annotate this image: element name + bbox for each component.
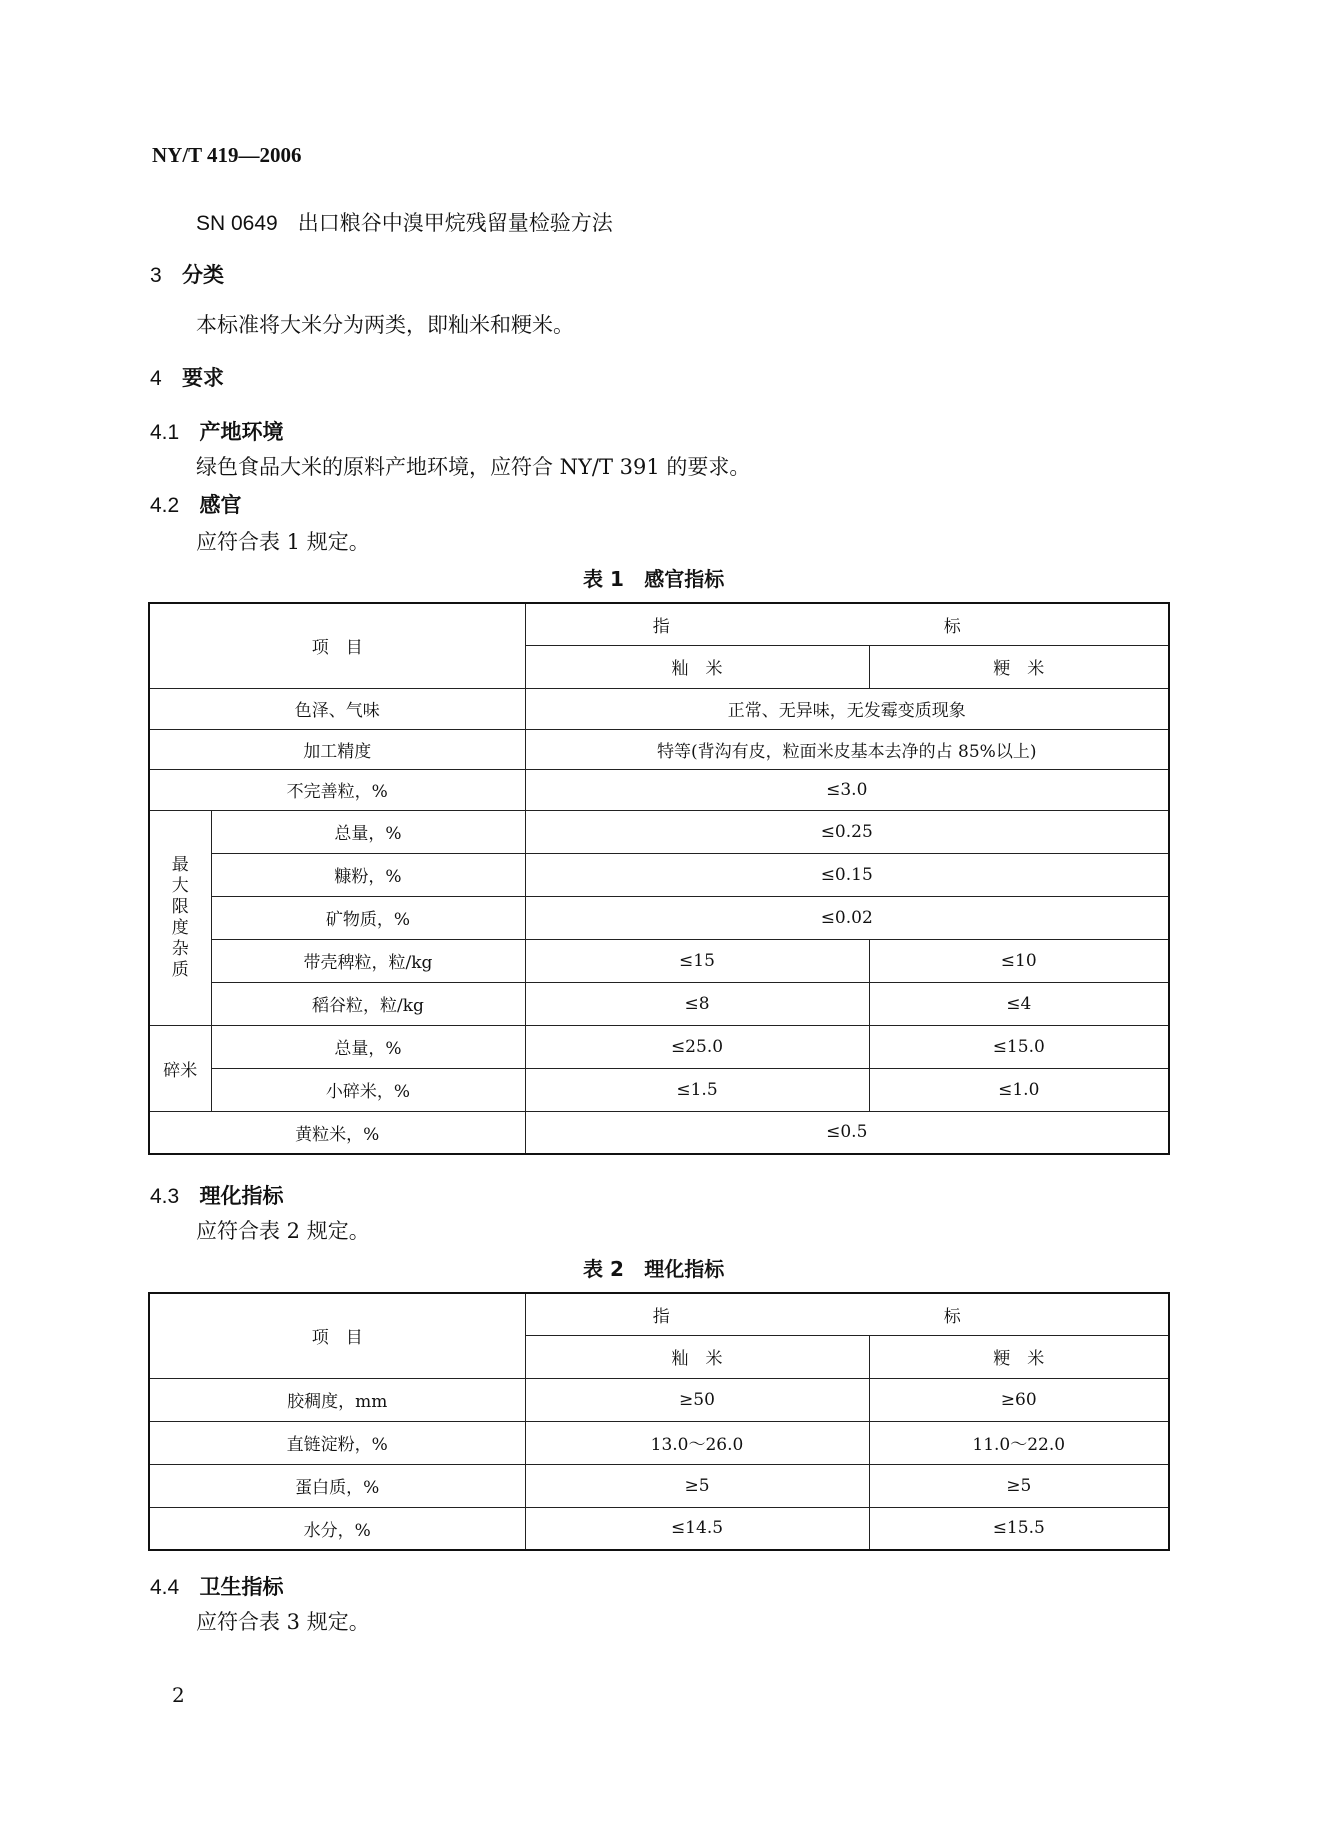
row-value-indica: ≤8 (525, 982, 869, 1025)
standard-header: NY/T 419—2006 (152, 143, 302, 167)
caption-number: 表 1 (583, 567, 624, 591)
table-row (149, 1421, 1169, 1464)
reference-code: SN 0649 (196, 212, 278, 235)
section-4-3-heading (150, 1180, 284, 1210)
row-label: 直链淀粉，% (149, 1421, 525, 1464)
row-value-indica: ≤1.5 (525, 1068, 869, 1111)
row-value: ≤0.25 (525, 810, 1169, 853)
table-row (149, 810, 1169, 853)
row-label: 糠粉，% (211, 853, 525, 896)
row-value-japonica: ≤15.5 (869, 1507, 1169, 1550)
group-label-text (150, 855, 211, 981)
header-indica: 籼 米 (525, 1335, 869, 1378)
group-label-impurity (149, 810, 211, 1025)
table-1-caption (583, 563, 724, 592)
row-value-japonica: ≥60 (869, 1378, 1169, 1421)
section-title: 理化指标 (199, 1184, 284, 1208)
reference-line (196, 207, 613, 237)
header-index (525, 1293, 1169, 1335)
row-value-japonica: ≤4 (869, 982, 1169, 1025)
row-value: 特等(背沟有皮，粒面米皮基本去净的占 85%以上) (525, 729, 1169, 769)
table-row (149, 939, 1169, 982)
table-row (149, 982, 1169, 1025)
row-value: 正常、无异味，无发霉变质现象 (525, 688, 1169, 729)
row-label: 总量，% (211, 810, 525, 853)
row-value-indica: ≥50 (525, 1378, 869, 1421)
table-row (149, 1068, 1169, 1111)
caption-title: 感官指标 (644, 567, 725, 591)
row-label: 加工精度 (149, 729, 525, 769)
section-number: 4.2 (150, 494, 180, 517)
row-label: 黄粒米，% (149, 1111, 525, 1154)
row-label: 矿物质，% (211, 896, 525, 939)
section-number: 4 (150, 367, 162, 390)
section-4-2-heading (150, 489, 242, 519)
row-value-japonica: ≥5 (869, 1464, 1169, 1507)
row-value-japonica: ≤10 (869, 939, 1169, 982)
header-indica: 籼 米 (525, 645, 869, 688)
table-2 (148, 1292, 1170, 1551)
table-row (149, 1507, 1169, 1550)
table-2-caption (583, 1253, 724, 1282)
section-4-heading (150, 362, 224, 392)
row-value-indica: 13.0～26.0 (525, 1421, 869, 1464)
table-row (149, 853, 1169, 896)
section-4-2-body: 应符合表 1 规定。 (196, 530, 370, 554)
section-title: 产地环境 (199, 420, 284, 444)
section-4-1-body: 绿色食品大米的原料产地环境，应符合 NY/T 391 的要求。 (196, 455, 751, 479)
header-index-label: 指 标 (652, 1306, 1041, 1327)
table-row (149, 1025, 1169, 1068)
row-value-indica: ≥5 (525, 1464, 869, 1507)
header-japonica: 粳 米 (869, 645, 1169, 688)
section-4-3-body: 应符合表 2 规定。 (196, 1219, 370, 1243)
row-value: ≤0.02 (525, 896, 1169, 939)
table-row (149, 688, 1169, 729)
section-title: 要求 (182, 366, 225, 390)
page-number: 2 (172, 1683, 185, 1707)
section-number: 4.4 (150, 1576, 180, 1599)
group-label-char: 杂 (171, 938, 189, 959)
row-label: 总量，% (211, 1025, 525, 1068)
row-value-japonica: ≤15.0 (869, 1025, 1169, 1068)
section-3-body: 本标准将大米分为两类，即籼米和粳米。 (196, 313, 574, 337)
group-label-char: 度 (171, 917, 189, 938)
section-4-4-body: 应符合表 3 规定。 (196, 1610, 370, 1634)
row-value-japonica: 11.0～22.0 (869, 1421, 1169, 1464)
row-value-japonica: ≤1.0 (869, 1068, 1169, 1111)
row-value-indica: ≤25.0 (525, 1025, 869, 1068)
reference-title: 出口粮谷中溴甲烷残留量检验方法 (297, 211, 613, 235)
table-row (149, 1464, 1169, 1507)
header-japonica: 粳 米 (869, 1335, 1169, 1378)
header-item: 项 目 (149, 603, 525, 688)
group-label-char: 质 (171, 959, 189, 980)
table-row (149, 729, 1169, 769)
caption-number: 表 2 (583, 1257, 624, 1281)
row-value: ≤0.5 (525, 1111, 1169, 1154)
section-number: 4.1 (150, 421, 180, 444)
row-label: 胶稠度，mm (149, 1378, 525, 1421)
section-3-heading (150, 259, 224, 289)
table-row (149, 896, 1169, 939)
section-title: 分类 (182, 263, 225, 287)
table-row (149, 1293, 1169, 1335)
row-label: 稻谷粒，粒/kg (211, 982, 525, 1025)
table-row (149, 1378, 1169, 1421)
row-value-indica: ≤15 (525, 939, 869, 982)
table-row (149, 769, 1169, 810)
table-1 (148, 602, 1170, 1155)
table-row (149, 1111, 1169, 1154)
row-value-indica: ≤14.5 (525, 1507, 869, 1550)
row-label: 水分，% (149, 1507, 525, 1550)
row-label: 不完善粒，% (149, 769, 525, 810)
section-number: 3 (150, 264, 162, 287)
table-row (149, 603, 1169, 645)
row-label: 蛋白质，% (149, 1464, 525, 1507)
group-label-char: 最 (171, 854, 189, 875)
section-4-4-heading (150, 1571, 284, 1601)
row-label: 色泽、气味 (149, 688, 525, 729)
group-label-char: 限 (171, 896, 189, 917)
row-value: ≤3.0 (525, 769, 1169, 810)
section-title: 卫生指标 (199, 1575, 284, 1599)
header-index-label: 指 标 (652, 616, 1041, 637)
group-label-char: 大 (171, 875, 189, 896)
section-4-1-heading (150, 416, 284, 446)
header-index (525, 603, 1169, 645)
row-label: 小碎米，% (211, 1068, 525, 1111)
row-label: 带壳稗粒，粒/kg (211, 939, 525, 982)
section-title: 感官 (199, 493, 242, 517)
caption-title: 理化指标 (644, 1257, 725, 1281)
group-label-broken: 碎米 (149, 1025, 211, 1111)
section-number: 4.3 (150, 1185, 180, 1208)
header-item: 项 目 (149, 1293, 525, 1378)
row-value: ≤0.15 (525, 853, 1169, 896)
